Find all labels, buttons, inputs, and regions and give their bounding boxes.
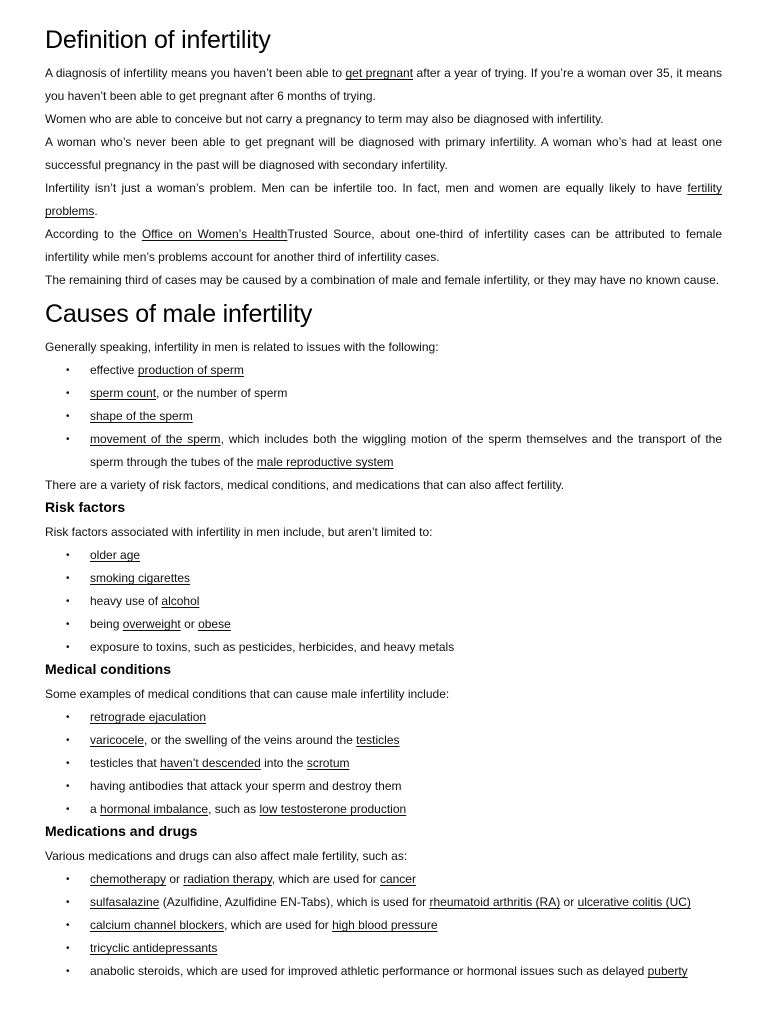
link-get-pregnant[interactable]: get pregnant xyxy=(345,66,414,80)
link-rheumatoid-arthritis[interactable]: rheumatoid arthritis (RA) xyxy=(429,895,561,909)
definition-paragraph-1: A diagnosis of infertility means you haven’t been able to get pregnant after a year of trying. If you’re a woman over 35, it means you haven’t been able to get pregnant after 6 months of trying. xyxy=(45,66,723,103)
link-overweight[interactable]: overweight xyxy=(122,617,181,631)
risk-factors-list xyxy=(45,544,722,659)
link-hormonal-imbalance[interactable]: hormonal imbalance xyxy=(100,802,209,816)
list-item: • exposure to toxins, such as pesticides, herbicides, and heavy metals xyxy=(45,636,722,659)
link-ulcerative-colitis[interactable]: ulcerative colitis (UC) xyxy=(577,895,691,909)
causes-list xyxy=(45,359,722,474)
definition-paragraph-4: Infertility isn’t just a woman’s problem. Men can be infertile too. In fact, men and women are equally likely to have fertility problems. xyxy=(45,181,722,218)
link-shape-of-the-sperm[interactable]: shape of the sperm xyxy=(90,409,193,423)
link-calcium-channel-blockers[interactable]: calcium channel blockers xyxy=(90,918,225,932)
definition-paragraph-3: A woman who’s never been able to get pregnant will be diagnosed with primary infertility. A woman who’s had at least one successful pregnancy in the past will be diagnosed with secondary infertility. xyxy=(45,135,722,172)
link-varicocele[interactable]: varicocele xyxy=(90,733,145,747)
link-alcohol[interactable]: alcohol xyxy=(161,594,200,608)
list-item xyxy=(45,405,722,428)
risk-factors-heading: Risk factors xyxy=(45,499,126,515)
medical-conditions-intro: Some examples of medical conditions that can cause male infertility include: xyxy=(45,687,450,701)
list-item xyxy=(45,567,722,590)
link-testicles[interactable]: testicles xyxy=(356,733,400,747)
list-item: • calcium channel blockers, which are used for high blood pressure xyxy=(45,914,722,937)
link-movement-of-the-sperm[interactable]: movement of the sperm xyxy=(90,432,221,446)
link-male-reproductive-system[interactable]: male reproductive system xyxy=(256,455,394,469)
medical-conditions-heading: Medical conditions xyxy=(45,661,172,677)
medications-intro: Various medications and drugs can also affect male fertility, such as: xyxy=(45,849,408,863)
list-item xyxy=(45,706,722,729)
definition-paragraph-2: Women who are able to conceive but not carry a pregnancy to term may also be diagnosed with infertility. xyxy=(45,112,604,126)
list-item: • movement of the sperm, which includes both the wiggling motion of the sperm themselves and the transport of the sperm through the tubes of the male reproductive system xyxy=(45,428,722,474)
link-office-on-womens-health[interactable]: Office on Women’s Health xyxy=(141,227,288,241)
definition-paragraph-6: The remaining third of cases may be caused by a combination of male and female infertility, or they may have no known cause. xyxy=(45,273,720,287)
definition-heading: Definition of infertility xyxy=(45,26,271,54)
link-older-age[interactable]: older age xyxy=(90,548,141,562)
list-item: • effective production of sperm xyxy=(45,359,722,382)
definition-paragraph-5: According to the Office on Women’s HealthTrusted Source, about one-third of infertility cases can be attributed to female infertility while men’s problems account for another third of infertility cases. xyxy=(45,227,723,264)
causes-intro: Generally speaking, infertility in men is related to issues with the following: xyxy=(45,340,439,354)
link-scrotum[interactable]: scrotum xyxy=(306,756,350,770)
list-item: • a hormonal imbalance, such as low testosterone production xyxy=(45,798,722,821)
link-tricyclic-antidepressants[interactable]: tricyclic antidepressants xyxy=(90,941,218,955)
risk-factors-intro: Risk factors associated with infertility in men include, but aren’t limited to: xyxy=(45,525,433,539)
causes-heading: Causes of male infertility xyxy=(45,300,313,328)
link-cancer[interactable]: cancer xyxy=(379,872,416,886)
link-sperm-count[interactable]: sperm count xyxy=(90,386,157,400)
link-retrograde-ejaculation[interactable]: retrograde ejaculation xyxy=(90,710,207,724)
medical-conditions-list xyxy=(45,706,722,821)
list-item xyxy=(45,544,722,567)
list-item: • heavy use of alcohol xyxy=(45,590,722,613)
medications-heading: Medications and drugs xyxy=(45,823,198,839)
list-item xyxy=(45,937,722,960)
link-sulfasalazine[interactable]: sulfasalazine xyxy=(90,895,160,909)
link-fertility-problems[interactable]: fertility problems xyxy=(45,181,722,218)
list-item: • being overweight or obese xyxy=(45,613,722,636)
list-item: • sperm count, or the number of sperm xyxy=(45,382,722,405)
link-smoking-cigarettes[interactable]: smoking cigarettes xyxy=(90,571,191,585)
link-radiation-therapy[interactable]: radiation therapy xyxy=(183,872,272,886)
link-obese[interactable]: obese xyxy=(198,617,231,631)
list-item: • anabolic steroids, which are used for improved athletic performance or hormonal issues such as delayed puberty xyxy=(45,960,722,983)
list-item: • chemotherapy or radiation therapy, which are used for cancer xyxy=(45,868,722,891)
list-item: • having antibodies that attack your sperm and destroy them xyxy=(45,775,722,798)
link-chemotherapy[interactable]: chemotherapy xyxy=(90,872,167,886)
link-production-of-sperm[interactable]: production of sperm xyxy=(137,363,244,377)
medications-list xyxy=(45,868,722,983)
link-puberty[interactable]: puberty xyxy=(647,964,688,978)
list-item: • testicles that haven’t descended into the scrotum xyxy=(45,752,722,775)
link-havent-descended[interactable]: haven’t descended xyxy=(160,756,261,770)
link-high-blood-pressure[interactable]: high blood pressure xyxy=(332,918,438,932)
list-item: • sulfasalazine (Azulfidine, Azulfidine EN-Tabs), which is used for rheumatoid arthritis (RA) or ulcerative colitis (UC) xyxy=(45,891,722,914)
link-low-testosterone-production[interactable]: low testosterone production xyxy=(259,802,407,816)
list-item: • varicocele, or the swelling of the veins around the testicles xyxy=(45,729,722,752)
causes-outro: There are a variety of risk factors, medical conditions, and medications that can also affect fertility. xyxy=(45,478,565,492)
